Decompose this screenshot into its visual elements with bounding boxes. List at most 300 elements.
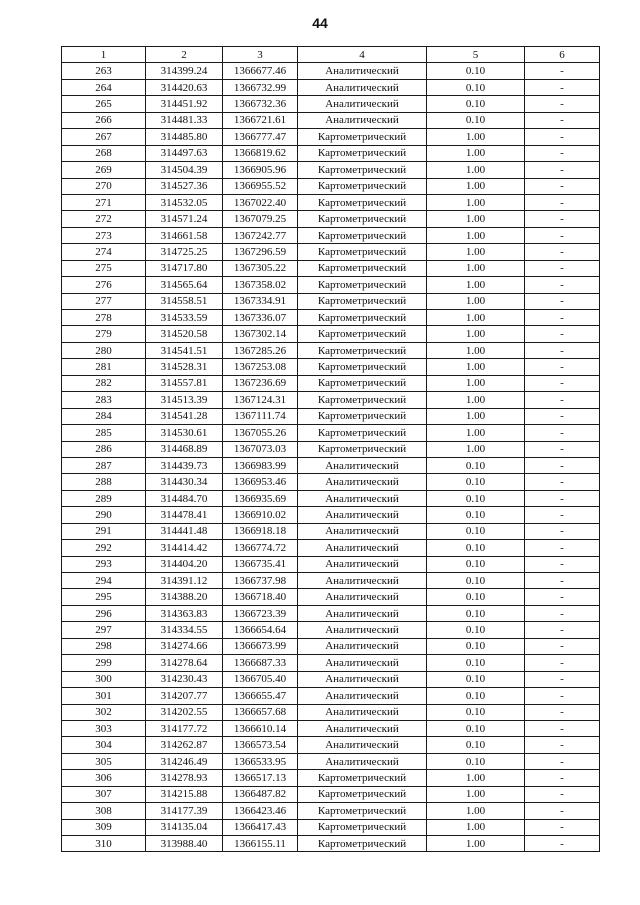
- point-number-cell: 269: [62, 162, 146, 178]
- method-cell: Аналитический: [298, 540, 427, 556]
- x-coordinate-cell: 314468.89: [146, 441, 223, 457]
- table-row: [62, 194, 600, 210]
- table-row: [62, 244, 600, 260]
- y-coordinate-cell: 1366905.96: [223, 162, 298, 178]
- x-coordinate-cell: 314414.42: [146, 540, 223, 556]
- method-cell: Аналитический: [298, 523, 427, 539]
- note-cell: -: [525, 293, 600, 309]
- table-row: [62, 310, 600, 326]
- table-row: [62, 441, 600, 457]
- table-row: [62, 638, 600, 654]
- note-cell: -: [525, 836, 600, 852]
- column-header: 1: [62, 47, 146, 63]
- x-coordinate-cell: 314528.31: [146, 359, 223, 375]
- x-coordinate-cell: 314230.43: [146, 671, 223, 687]
- method-cell: Картометрический: [298, 375, 427, 391]
- method-cell: Аналитический: [298, 490, 427, 506]
- x-coordinate-cell: 314215.88: [146, 786, 223, 802]
- point-number-cell: 275: [62, 260, 146, 276]
- table-row: [62, 293, 600, 309]
- table-row: [62, 63, 600, 79]
- x-coordinate-cell: 314520.58: [146, 326, 223, 342]
- point-number-cell: 264: [62, 79, 146, 95]
- y-coordinate-cell: 1366655.47: [223, 688, 298, 704]
- method-cell: Картометрический: [298, 162, 427, 178]
- method-cell: Аналитический: [298, 474, 427, 490]
- column-header: 2: [146, 47, 223, 63]
- table-row: [62, 556, 600, 572]
- accuracy-cell: 0.10: [427, 638, 525, 654]
- x-coordinate-cell: 314481.33: [146, 112, 223, 128]
- note-cell: -: [525, 277, 600, 293]
- x-coordinate-cell: 314717.80: [146, 260, 223, 276]
- method-cell: Аналитический: [298, 671, 427, 687]
- y-coordinate-cell: 1367236.69: [223, 375, 298, 391]
- point-number-cell: 310: [62, 836, 146, 852]
- method-cell: Картометрический: [298, 260, 427, 276]
- point-number-cell: 296: [62, 605, 146, 621]
- y-coordinate-cell: 1366777.47: [223, 129, 298, 145]
- accuracy-cell: 0.10: [427, 490, 525, 506]
- y-coordinate-cell: 1366533.95: [223, 753, 298, 769]
- y-coordinate-cell: 1366732.36: [223, 96, 298, 112]
- accuracy-cell: 0.10: [427, 96, 525, 112]
- x-coordinate-cell: 314484.70: [146, 490, 223, 506]
- accuracy-cell: 1.00: [427, 260, 525, 276]
- note-cell: -: [525, 96, 600, 112]
- table-row: [62, 96, 600, 112]
- note-cell: -: [525, 310, 600, 326]
- x-coordinate-cell: 314246.49: [146, 753, 223, 769]
- y-coordinate-cell: 1366774.72: [223, 540, 298, 556]
- y-coordinate-cell: 1366953.46: [223, 474, 298, 490]
- accuracy-cell: 1.00: [427, 162, 525, 178]
- method-cell: Картометрический: [298, 819, 427, 835]
- x-coordinate-cell: 314391.12: [146, 573, 223, 589]
- accuracy-cell: 1.00: [427, 359, 525, 375]
- accuracy-cell: 1.00: [427, 244, 525, 260]
- point-number-cell: 290: [62, 507, 146, 523]
- accuracy-cell: 1.00: [427, 392, 525, 408]
- y-coordinate-cell: 1366819.62: [223, 145, 298, 161]
- accuracy-cell: 0.10: [427, 589, 525, 605]
- y-coordinate-cell: 1366705.40: [223, 671, 298, 687]
- method-cell: Картометрический: [298, 178, 427, 194]
- point-number-cell: 273: [62, 227, 146, 243]
- point-number-cell: 277: [62, 293, 146, 309]
- accuracy-cell: 1.00: [427, 326, 525, 342]
- point-number-cell: 274: [62, 244, 146, 260]
- accuracy-cell: 1.00: [427, 342, 525, 358]
- method-cell: Картометрический: [298, 441, 427, 457]
- accuracy-cell: 0.10: [427, 573, 525, 589]
- table-row: [62, 375, 600, 391]
- table-row: [62, 342, 600, 358]
- method-cell: Аналитический: [298, 63, 427, 79]
- note-cell: -: [525, 786, 600, 802]
- y-coordinate-cell: 1367358.02: [223, 277, 298, 293]
- accuracy-cell: 0.10: [427, 556, 525, 572]
- point-number-cell: 282: [62, 375, 146, 391]
- y-coordinate-cell: 1367285.26: [223, 342, 298, 358]
- x-coordinate-cell: 314420.63: [146, 79, 223, 95]
- accuracy-cell: 1.00: [427, 770, 525, 786]
- note-cell: -: [525, 720, 600, 736]
- point-number-cell: 286: [62, 441, 146, 457]
- accuracy-cell: 0.10: [427, 605, 525, 621]
- table-row: [62, 770, 600, 786]
- accuracy-cell: 1.00: [427, 293, 525, 309]
- point-number-cell: 272: [62, 211, 146, 227]
- x-coordinate-cell: 314388.20: [146, 589, 223, 605]
- note-cell: -: [525, 112, 600, 128]
- point-number-cell: 292: [62, 540, 146, 556]
- point-number-cell: 291: [62, 523, 146, 539]
- note-cell: -: [525, 638, 600, 654]
- y-coordinate-cell: 1366654.64: [223, 622, 298, 638]
- method-cell: Аналитический: [298, 112, 427, 128]
- x-coordinate-cell: 314485.80: [146, 129, 223, 145]
- method-cell: Аналитический: [298, 96, 427, 112]
- point-number-cell: 287: [62, 457, 146, 473]
- coordinates-table: [61, 46, 600, 852]
- note-cell: -: [525, 490, 600, 506]
- table-row: [62, 688, 600, 704]
- y-coordinate-cell: 1366155.11: [223, 836, 298, 852]
- point-number-cell: 270: [62, 178, 146, 194]
- note-cell: -: [525, 375, 600, 391]
- note-cell: -: [525, 342, 600, 358]
- note-cell: -: [525, 408, 600, 424]
- y-coordinate-cell: 1366517.13: [223, 770, 298, 786]
- table-row: [62, 129, 600, 145]
- table-row: [62, 227, 600, 243]
- x-coordinate-cell: 314278.93: [146, 770, 223, 786]
- y-coordinate-cell: 1367124.31: [223, 392, 298, 408]
- x-coordinate-cell: 314177.39: [146, 803, 223, 819]
- method-cell: Аналитический: [298, 605, 427, 621]
- point-number-cell: 268: [62, 145, 146, 161]
- table-row: [62, 457, 600, 473]
- x-coordinate-cell: 314430.34: [146, 474, 223, 490]
- x-coordinate-cell: 314513.39: [146, 392, 223, 408]
- table-row: [62, 79, 600, 95]
- point-number-cell: 303: [62, 720, 146, 736]
- y-coordinate-cell: 1366687.33: [223, 655, 298, 671]
- note-cell: -: [525, 326, 600, 342]
- y-coordinate-cell: 1366737.98: [223, 573, 298, 589]
- method-cell: Картометрический: [298, 211, 427, 227]
- note-cell: -: [525, 523, 600, 539]
- point-number-cell: 305: [62, 753, 146, 769]
- y-coordinate-cell: 1367336.07: [223, 310, 298, 326]
- method-cell: Картометрический: [298, 359, 427, 375]
- accuracy-cell: 0.10: [427, 622, 525, 638]
- table-row: [62, 786, 600, 802]
- point-number-cell: 283: [62, 392, 146, 408]
- y-coordinate-cell: 1366673.99: [223, 638, 298, 654]
- method-cell: Аналитический: [298, 655, 427, 671]
- column-header: 4: [298, 47, 427, 63]
- y-coordinate-cell: 1366983.99: [223, 457, 298, 473]
- point-number-cell: 307: [62, 786, 146, 802]
- note-cell: -: [525, 704, 600, 720]
- y-coordinate-cell: 1366918.18: [223, 523, 298, 539]
- method-cell: Аналитический: [298, 79, 427, 95]
- method-cell: Аналитический: [298, 638, 427, 654]
- accuracy-cell: 1.00: [427, 310, 525, 326]
- accuracy-cell: 1.00: [427, 211, 525, 227]
- note-cell: -: [525, 425, 600, 441]
- table-row: [62, 540, 600, 556]
- method-cell: Картометрический: [298, 342, 427, 358]
- method-cell: Аналитический: [298, 573, 427, 589]
- x-coordinate-cell: 314207.77: [146, 688, 223, 704]
- method-cell: Картометрический: [298, 803, 427, 819]
- y-coordinate-cell: 1366732.99: [223, 79, 298, 95]
- table-row: [62, 277, 600, 293]
- table-header-row: [62, 47, 600, 63]
- table-row: [62, 326, 600, 342]
- y-coordinate-cell: 1367253.08: [223, 359, 298, 375]
- note-cell: -: [525, 474, 600, 490]
- table-row: [62, 523, 600, 539]
- note-cell: -: [525, 622, 600, 638]
- method-cell: Картометрический: [298, 836, 427, 852]
- method-cell: Картометрический: [298, 310, 427, 326]
- point-number-cell: 295: [62, 589, 146, 605]
- table-row: [62, 605, 600, 621]
- y-coordinate-cell: 1366718.40: [223, 589, 298, 605]
- point-number-cell: 263: [62, 63, 146, 79]
- y-coordinate-cell: 1366910.02: [223, 507, 298, 523]
- column-header: 6: [525, 47, 600, 63]
- method-cell: Аналитический: [298, 622, 427, 638]
- table-row: [62, 819, 600, 835]
- method-cell: Аналитический: [298, 507, 427, 523]
- point-number-cell: 284: [62, 408, 146, 424]
- note-cell: -: [525, 605, 600, 621]
- note-cell: -: [525, 556, 600, 572]
- table-row: [62, 112, 600, 128]
- y-coordinate-cell: 1366735.41: [223, 556, 298, 572]
- point-number-cell: 280: [62, 342, 146, 358]
- x-coordinate-cell: 314565.64: [146, 277, 223, 293]
- note-cell: -: [525, 540, 600, 556]
- x-coordinate-cell: 314533.59: [146, 310, 223, 326]
- accuracy-cell: 1.00: [427, 786, 525, 802]
- accuracy-cell: 0.10: [427, 737, 525, 753]
- x-coordinate-cell: 314399.24: [146, 63, 223, 79]
- accuracy-cell: 1.00: [427, 277, 525, 293]
- x-coordinate-cell: 314363.83: [146, 605, 223, 621]
- accuracy-cell: 0.10: [427, 655, 525, 671]
- x-coordinate-cell: 314557.81: [146, 375, 223, 391]
- note-cell: -: [525, 753, 600, 769]
- table-row: [62, 260, 600, 276]
- point-number-cell: 279: [62, 326, 146, 342]
- x-coordinate-cell: 314527.36: [146, 178, 223, 194]
- note-cell: -: [525, 737, 600, 753]
- method-cell: Аналитический: [298, 753, 427, 769]
- accuracy-cell: 0.10: [427, 753, 525, 769]
- x-coordinate-cell: 314262.87: [146, 737, 223, 753]
- x-coordinate-cell: 314532.05: [146, 194, 223, 210]
- point-number-cell: 289: [62, 490, 146, 506]
- note-cell: -: [525, 211, 600, 227]
- y-coordinate-cell: 1367296.59: [223, 244, 298, 260]
- note-cell: -: [525, 79, 600, 95]
- method-cell: Картометрический: [298, 770, 427, 786]
- note-cell: -: [525, 63, 600, 79]
- table-row: [62, 622, 600, 638]
- x-coordinate-cell: 314558.51: [146, 293, 223, 309]
- table-body: [62, 63, 600, 852]
- x-coordinate-cell: 314202.55: [146, 704, 223, 720]
- accuracy-cell: 0.10: [427, 507, 525, 523]
- accuracy-cell: 0.10: [427, 688, 525, 704]
- method-cell: Картометрический: [298, 408, 427, 424]
- accuracy-cell: 1.00: [427, 836, 525, 852]
- x-coordinate-cell: 314441.48: [146, 523, 223, 539]
- x-coordinate-cell: 314451.92: [146, 96, 223, 112]
- accuracy-cell: 1.00: [427, 129, 525, 145]
- accuracy-cell: 0.10: [427, 79, 525, 95]
- table-row: [62, 408, 600, 424]
- y-coordinate-cell: 1367022.40: [223, 194, 298, 210]
- note-cell: -: [525, 688, 600, 704]
- table-row: [62, 836, 600, 852]
- note-cell: -: [525, 589, 600, 605]
- point-number-cell: 306: [62, 770, 146, 786]
- method-cell: Картометрический: [298, 145, 427, 161]
- x-coordinate-cell: 314177.72: [146, 720, 223, 736]
- point-number-cell: 285: [62, 425, 146, 441]
- accuracy-cell: 0.10: [427, 704, 525, 720]
- note-cell: -: [525, 655, 600, 671]
- point-number-cell: 267: [62, 129, 146, 145]
- table-row: [62, 425, 600, 441]
- point-number-cell: 302: [62, 704, 146, 720]
- x-coordinate-cell: 314439.73: [146, 457, 223, 473]
- x-coordinate-cell: 314661.58: [146, 227, 223, 243]
- note-cell: -: [525, 392, 600, 408]
- accuracy-cell: 1.00: [427, 194, 525, 210]
- method-cell: Аналитический: [298, 704, 427, 720]
- accuracy-cell: 1.00: [427, 803, 525, 819]
- method-cell: Аналитический: [298, 688, 427, 704]
- y-coordinate-cell: 1366487.82: [223, 786, 298, 802]
- point-number-cell: 294: [62, 573, 146, 589]
- y-coordinate-cell: 1367111.74: [223, 408, 298, 424]
- column-header: 5: [427, 47, 525, 63]
- note-cell: -: [525, 260, 600, 276]
- y-coordinate-cell: 1366610.14: [223, 720, 298, 736]
- note-cell: -: [525, 803, 600, 819]
- point-number-cell: 278: [62, 310, 146, 326]
- table-row: [62, 211, 600, 227]
- x-coordinate-cell: 313988.40: [146, 836, 223, 852]
- accuracy-cell: 0.10: [427, 540, 525, 556]
- table-row: [62, 474, 600, 490]
- table-row: [62, 162, 600, 178]
- accuracy-cell: 0.10: [427, 474, 525, 490]
- y-coordinate-cell: 1367079.25: [223, 211, 298, 227]
- y-coordinate-cell: 1366935.69: [223, 490, 298, 506]
- x-coordinate-cell: 314497.63: [146, 145, 223, 161]
- point-number-cell: 309: [62, 819, 146, 835]
- table-row: [62, 671, 600, 687]
- accuracy-cell: 1.00: [427, 819, 525, 835]
- point-number-cell: 304: [62, 737, 146, 753]
- point-number-cell: 271: [62, 194, 146, 210]
- method-cell: Аналитический: [298, 457, 427, 473]
- y-coordinate-cell: 1367242.77: [223, 227, 298, 243]
- note-cell: -: [525, 227, 600, 243]
- note-cell: -: [525, 178, 600, 194]
- x-coordinate-cell: 314135.04: [146, 819, 223, 835]
- method-cell: Картометрический: [298, 326, 427, 342]
- x-coordinate-cell: 314274.66: [146, 638, 223, 654]
- x-coordinate-cell: 314404.20: [146, 556, 223, 572]
- accuracy-cell: 1.00: [427, 375, 525, 391]
- note-cell: -: [525, 573, 600, 589]
- note-cell: -: [525, 770, 600, 786]
- accuracy-cell: 1.00: [427, 145, 525, 161]
- table-row: [62, 704, 600, 720]
- point-number-cell: 308: [62, 803, 146, 819]
- point-number-cell: 299: [62, 655, 146, 671]
- table-row: [62, 655, 600, 671]
- page-number: 44: [312, 15, 328, 31]
- note-cell: -: [525, 359, 600, 375]
- note-cell: -: [525, 441, 600, 457]
- y-coordinate-cell: 1367302.14: [223, 326, 298, 342]
- y-coordinate-cell: 1366657.68: [223, 704, 298, 720]
- method-cell: Аналитический: [298, 720, 427, 736]
- note-cell: -: [525, 244, 600, 260]
- table-row: [62, 803, 600, 819]
- x-coordinate-cell: 314541.51: [146, 342, 223, 358]
- method-cell: Картометрический: [298, 129, 427, 145]
- table-row: [62, 359, 600, 375]
- point-number-cell: 276: [62, 277, 146, 293]
- accuracy-cell: 1.00: [427, 227, 525, 243]
- table-row: [62, 178, 600, 194]
- accuracy-cell: 1.00: [427, 178, 525, 194]
- note-cell: -: [525, 129, 600, 145]
- note-cell: -: [525, 194, 600, 210]
- note-cell: -: [525, 507, 600, 523]
- point-number-cell: 281: [62, 359, 146, 375]
- accuracy-cell: 1.00: [427, 441, 525, 457]
- x-coordinate-cell: 314278.64: [146, 655, 223, 671]
- note-cell: -: [525, 162, 600, 178]
- x-coordinate-cell: 314504.39: [146, 162, 223, 178]
- method-cell: Картометрический: [298, 392, 427, 408]
- y-coordinate-cell: 1367305.22: [223, 260, 298, 276]
- accuracy-cell: 0.10: [427, 720, 525, 736]
- x-coordinate-cell: 314530.61: [146, 425, 223, 441]
- x-coordinate-cell: 314478.41: [146, 507, 223, 523]
- note-cell: -: [525, 671, 600, 687]
- accuracy-cell: 0.10: [427, 671, 525, 687]
- table-row: [62, 720, 600, 736]
- accuracy-cell: 1.00: [427, 408, 525, 424]
- table-row: [62, 392, 600, 408]
- x-coordinate-cell: 314541.28: [146, 408, 223, 424]
- method-cell: Картометрический: [298, 786, 427, 802]
